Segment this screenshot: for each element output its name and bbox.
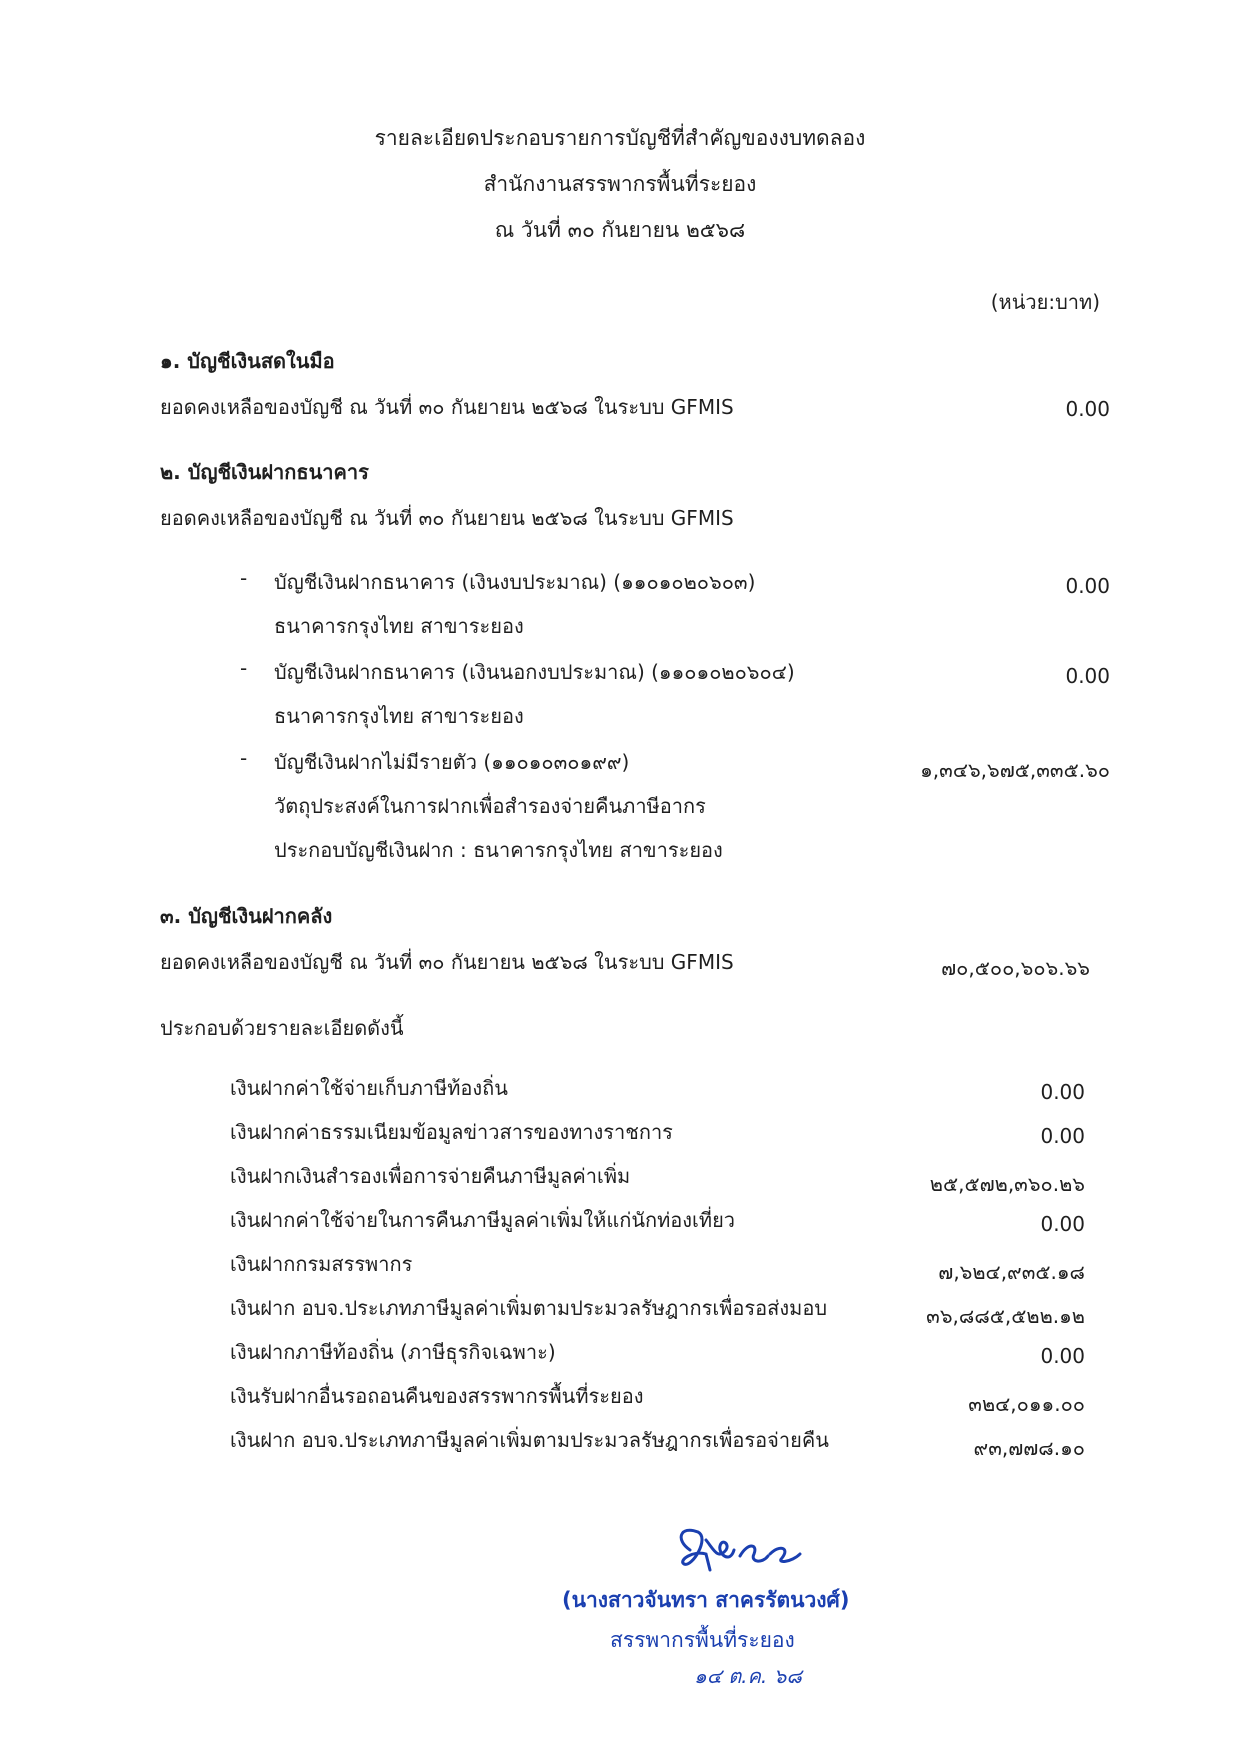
detail-value: 0.00 xyxy=(1040,1212,1085,1236)
unit-label: (หน่วย:บาท) xyxy=(990,290,1100,314)
detail-label: เงินฝากเงินสำรองเพื่อการจ่ายคืนภาษีมูลค่าเพิ่ม xyxy=(230,1164,631,1188)
signer-name: (นางสาวจันทรา สาครรัตนวงศ์) xyxy=(562,1588,850,1612)
title-line-3: ณ วันที่ ๓๐ กันยายน ๒๕๖๘ xyxy=(494,218,746,242)
bank-account-value: 0.00 xyxy=(1065,664,1110,688)
detail-value: ๓๖,๘๘๕,๕๒๒.๑๒ xyxy=(926,1304,1085,1328)
detail-label: เงินฝากค่าใช้จ่ายในการคืนภาษีมูลค่าเพิ่มให้แก่นักท่องเที่ยว xyxy=(230,1208,736,1232)
detail-label: เงินฝาก อบจ.ประเภทภาษีมูลค่าเพิ่มตามประมวลรัษฎากรเพื่อรอส่งมอบ xyxy=(230,1296,828,1320)
section3-balance-label: ยอดคงเหลือของบัญชี ณ วันที่ ๓๐ กันยายน ๒๕๖๘ ในระบบ GFMIS xyxy=(160,950,734,974)
section1-balance-label: ยอดคงเหลือของบัญชี ณ วันที่ ๓๐ กันยายน ๒๕๖๘ ในระบบ GFMIS xyxy=(160,395,734,419)
bank-account-line1: บัญชีเงินฝากไม่มีรายตัว (๑๑๐๑๐๓๐๑๙๙) xyxy=(274,750,630,774)
section2-balance-label: ยอดคงเหลือของบัญชี ณ วันที่ ๓๐ กันยายน ๒๕๖๘ ในระบบ GFMIS xyxy=(160,506,734,530)
bank-account-line3: ประกอบบัญชีเงินฝาก : ธนาคารกรุงไทย สาขาระยอง xyxy=(274,838,723,862)
detail-label: เงินฝากกรมสรรพากร xyxy=(230,1252,413,1276)
detail-value: ๙๓,๗๗๘.๑๐ xyxy=(973,1436,1085,1460)
title-line-1: รายละเอียดประกอบรายการบัญชีที่สำคัญของงบทดลอง xyxy=(374,126,866,150)
section3-heading: ๓. บัญชีเงินฝากคลัง xyxy=(160,904,333,928)
section1-balance-value: 0.00 xyxy=(1065,397,1110,421)
bullet-dash: - xyxy=(240,656,248,680)
section3-balance-value: ๗๐,๕๐๐,๖๐๖.๖๖ xyxy=(941,956,1090,980)
section1-heading: ๑. บัญชีเงินสดในมือ xyxy=(160,349,335,373)
bank-account-line2: ธนาคารกรุงไทย สาขาระยอง xyxy=(274,614,524,638)
detail-value: 0.00 xyxy=(1040,1344,1085,1368)
detail-label: เงินฝากค่าธรรมเนียมข้อมูลข่าวสารของทางราชการ xyxy=(230,1120,673,1144)
bank-account-value: 0.00 xyxy=(1065,574,1110,598)
section2-heading: ๒. บัญชีเงินฝากธนาคาร xyxy=(160,460,369,484)
detail-value: ๓๒๔,๐๑๑.๐๐ xyxy=(968,1392,1085,1416)
detail-label: เงินรับฝากอื่นรอถอนคืนของสรรพากรพื้นที่ระยอง xyxy=(230,1384,644,1408)
detail-value: ๒๕,๕๗๒,๓๖๐.๒๖ xyxy=(929,1172,1085,1196)
bank-account-line1: บัญชีเงินฝากธนาคาร (เงินงบประมาณ) (๑๑๐๑๐๒๐๖๐๓) xyxy=(274,570,756,594)
bank-account-line2: วัตถุประสงค์ในการฝากเพื่อสำรองจ่ายคืนภาษีอากร xyxy=(274,794,706,818)
bullet-dash: - xyxy=(240,746,248,770)
detail-label: เงินฝากภาษีท้องถิ่น (ภาษีธุรกิจเฉพาะ) xyxy=(230,1340,556,1364)
detail-value: 0.00 xyxy=(1040,1124,1085,1148)
bullet-dash: - xyxy=(240,566,248,590)
bank-account-value: ๑,๓๔๖,๖๗๕,๓๓๕.๖๐ xyxy=(920,758,1110,782)
handwritten-date: ๑๔ ต.ค. ๖๘ xyxy=(694,1664,802,1688)
handwritten-signature xyxy=(670,1520,810,1580)
detail-label: เงินฝาก อบจ.ประเภทภาษีมูลค่าเพิ่มตามประมวลรัษฎากรเพื่อรอจ่ายคืน xyxy=(230,1428,829,1452)
bank-account-line1: บัญชีเงินฝากธนาคาร (เงินนอกงบประมาณ) (๑๑๐๑๐๒๐๖๐๔) xyxy=(274,660,795,684)
section3-details-label: ประกอบด้วยรายละเอียดดังนี้ xyxy=(160,1016,404,1040)
signer-position: สรรพากรพื้นที่ระยอง xyxy=(610,1628,795,1652)
bank-account-line2: ธนาคารกรุงไทย สาขาระยอง xyxy=(274,704,524,728)
detail-value: 0.00 xyxy=(1040,1080,1085,1104)
detail-value: ๗,๖๒๔,๙๓๕.๑๘ xyxy=(938,1260,1085,1284)
title-line-2: สำนักงานสรรพากรพื้นที่ระยอง xyxy=(483,172,757,196)
detail-label: เงินฝากค่าใช้จ่ายเก็บภาษีท้องถิ่น xyxy=(230,1076,508,1100)
